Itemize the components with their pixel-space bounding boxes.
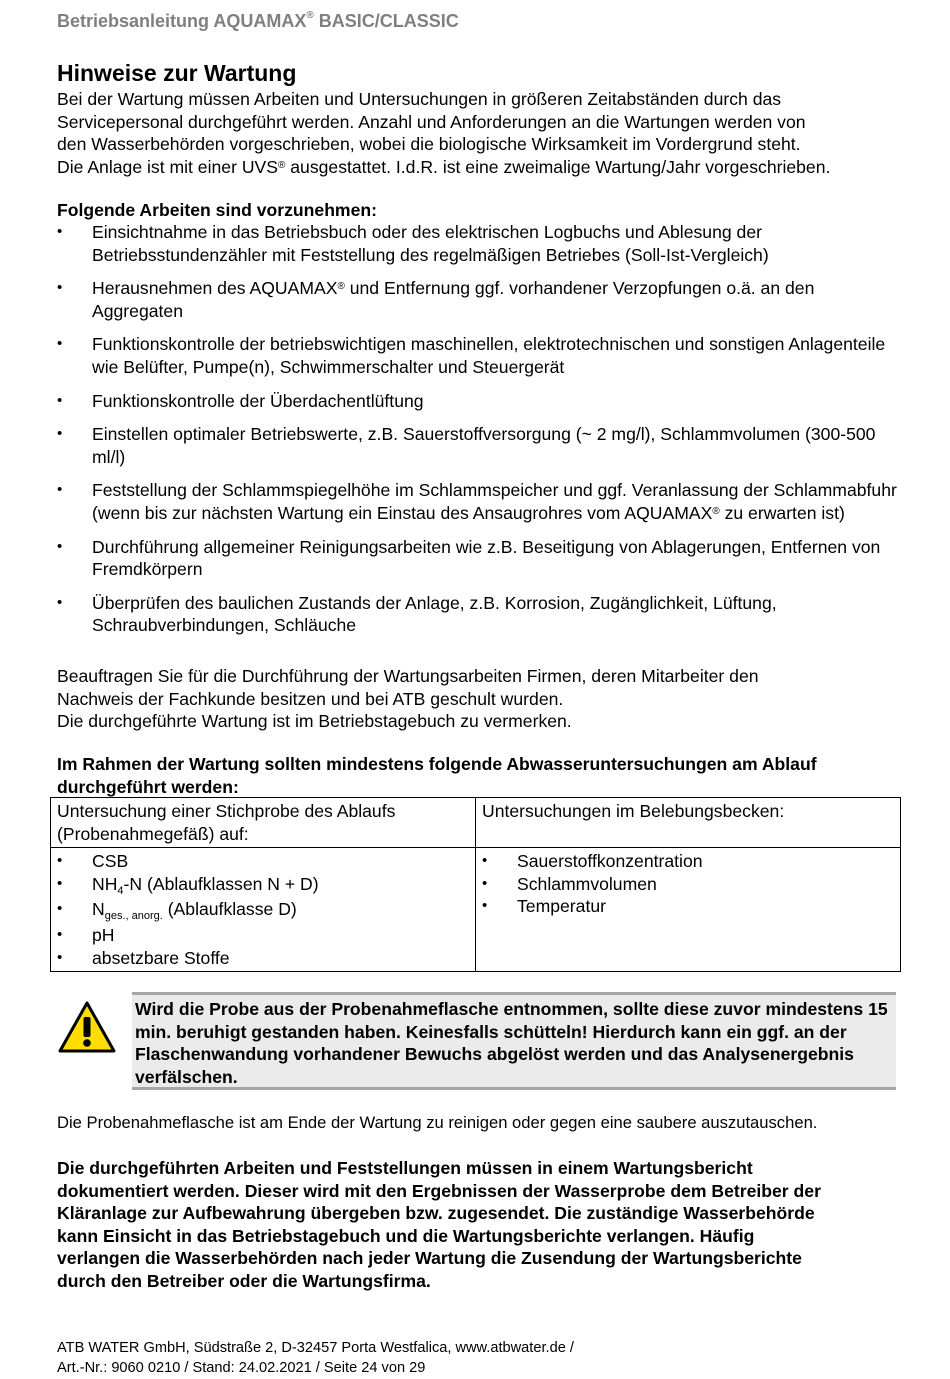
aeration-test-list [482,850,894,918]
warning-icon [57,1000,117,1059]
list-item-text: -N (Ablaufklassen N + D) [123,873,319,894]
paragraph-line: kann Einsicht in das Betriebstagebuch und die Wartungsberichte verlangen. Häufig [57,1225,755,1246]
report-paragraph [57,1157,902,1293]
intro-line: Bei der Wartung müssen Arbeiten und Untersuchungen in größeren Zeitabständen durch das [57,89,782,109]
list-item: • Temperatur [482,895,894,918]
paragraph-line: dokumentiert werden. Dieser wird mit den Ergebnissen der Wasserprobe dem Betreiber der [57,1180,821,1201]
running-header [57,11,459,32]
table-header-cell: Untersuchung einer Stichprobe des Ablaufs (Probenahmegefäß) auf: [51,798,476,848]
registered-mark: ® [306,10,314,21]
cleaning-note: Die Probenahmeflasche ist am Ende der Wartung zu reinigen oder gegen eine saubere auszutauschen. [57,1113,818,1132]
table-header-cell: Untersuchungen im Belebungsbecken: [476,798,901,848]
paragraph-line: Nachweis der Fachkunde besitzen und bei ATB geschult wurden. [57,688,564,709]
list-item: • Überprüfen des baulichen Zustands der Anlage, z.B. Korrosion, Zugänglichkeit, Lüftung, Schraubverbindungen, Schläuche [57,592,897,637]
list-item: • Einsichtnahme in das Betriebsbuch oder des elektrischen Logbuchs und Ablesung der Betriebsstundenzähler mit Feststellung des regelmäßigen Betriebes (Soll-Ist-Vergleich) [57,221,897,266]
footer-line: Art.-Nr.: 9060 0210 / Stand: 24.02.2021 / Seite 24 von 29 [57,1360,426,1376]
paragraph-line: Kläranlage zur Aufbewahrung übergeben bzw. zugesendet. Die zuständige Wasserbehörde [57,1203,815,1224]
list-item [57,873,469,899]
list-item-text: Feststellung der Schlammspiegelhöhe im Schlammspeicher und ggf. Veranlassung der Schlammabfuhr (wenn bis zur nächsten Wartung ein Einstau des Ansaugrohres vom AQUAMAX [92,480,897,523]
subscript: ges., anorg. [104,910,163,923]
tasks-heading: Folgende Arbeiten sind vorzunehmen: [57,200,377,220]
list-item-text: und Entfernung ggf. vorhandener Verzopfungen o.ä. an den Aggregaten [92,278,815,321]
paragraph-line: durch den Betreiber oder die Wartungsfirma. [57,1270,431,1291]
list-item-text: N [92,899,105,920]
paragraph-line: verlangen die Wasserbehörden nach jeder Wartung die Zusendung der Wartungsberichte [57,1248,802,1269]
running-title-suffix: BASIC/CLASSIC [313,11,459,31]
intro-line-text: ausgestattet. I.d.R. ist eine zweimalige Wartung/Jahr vorgeschrieben. [285,156,831,177]
warning-box [132,992,896,1090]
registered-mark: ® [337,281,345,293]
registered-mark: ® [278,159,286,171]
table-cell [51,848,476,972]
footer-line: ATB WATER GmbH, Südstraße 2, D-32457 Porta Westfalica, www.atbwater.de / [57,1340,574,1356]
list-item: • Durchführung allgemeiner Reinigungsarbeiten wie z.B. Beseitigung von Ablagerungen, Entfernen von Fremdkörpern [57,536,897,581]
list-item: • absetzbare Stoffe [57,947,469,970]
list-item-text: (Ablaufklasse D) [162,899,297,920]
list-item: • Schlammvolumen [482,873,894,896]
list-item [57,898,469,924]
page-footer [57,1338,574,1378]
warning-text: Wird die Probe aus der Probenahmeflasche entnommen, sollte diese zuvor mindestens 15 min. beruhigt gestanden haben. Keinesfalls schütteln! Hierdurch kann ein ggf. an der Flaschenwandung vorhandener Bewuchs abgelöst werden und das Analysenergebnis verfälschen. [135,999,888,1087]
subscript: 4 [117,884,124,897]
running-title: Betriebsanleitung AQUAMAX [57,11,307,31]
list-item: • CSB [57,850,469,873]
table-row [51,848,901,972]
list-item: • Einstellen optimaler Betriebswerte, z.B. Sauerstoffversorgung (~ 2 mg/l), Schlammvolumen (300-500 ml/l) [57,423,897,468]
list-item: • pH [57,924,469,947]
outflow-test-list [57,850,469,969]
paragraph-line: Die durchgeführten Arbeiten und Feststellungen müssen in einem Wartungsbericht [57,1158,753,1178]
paragraph-line: Beauftragen Sie für die Durchführung der Wartungsarbeiten Firmen, deren Mitarbeiter den [57,666,759,686]
list-item [57,479,897,524]
intro-line: Servicepersonal durchgeführt werden. Anzahl und Anforderungen an die Wartungen werden von [57,111,806,132]
list-item-text: zu erwarten ist) [719,502,845,523]
paragraph-line: Die durchgeführte Wartung ist im Betriebstagebuch zu vermerken. [57,711,572,732]
list-item [57,277,897,322]
intro-line [57,156,897,179]
intro-line: den Wasserbehörden vorgeschrieben, wobei die biologische Wirksamkeit im Vordergrund steht. [57,134,801,155]
tasks-list [57,221,897,648]
registered-mark: ® [712,505,720,517]
table-cell [476,848,901,972]
contractor-paragraph [57,665,897,733]
list-item: • Funktionskontrolle der betriebswichtigen maschinellen, elektrotechnischen und sonstigen Anlagenteile wie Belüfter, Pumpe(n), Schwimmerschalter und Steuergerät [57,333,897,378]
section-heading: Hinweise zur Wartung [57,60,297,86]
list-item-text: Herausnehmen des AQUAMAX [92,278,338,299]
analysis-heading: Im Rahmen der Wartung sollten mindestens folgende Abwasseruntersuchungen am Ablauf durchgeführt werden: [57,754,817,797]
analysis-table [50,797,901,972]
list-item-text: NH [92,873,118,894]
list-item: • Sauerstoffkonzentration [482,850,894,873]
list-item: • Funktionskontrolle der Überdachentlüftung [57,390,897,413]
intro-paragraph [57,88,897,178]
table-row [51,798,901,848]
intro-line-text: Die Anlage ist mit einer UVS [57,156,278,177]
